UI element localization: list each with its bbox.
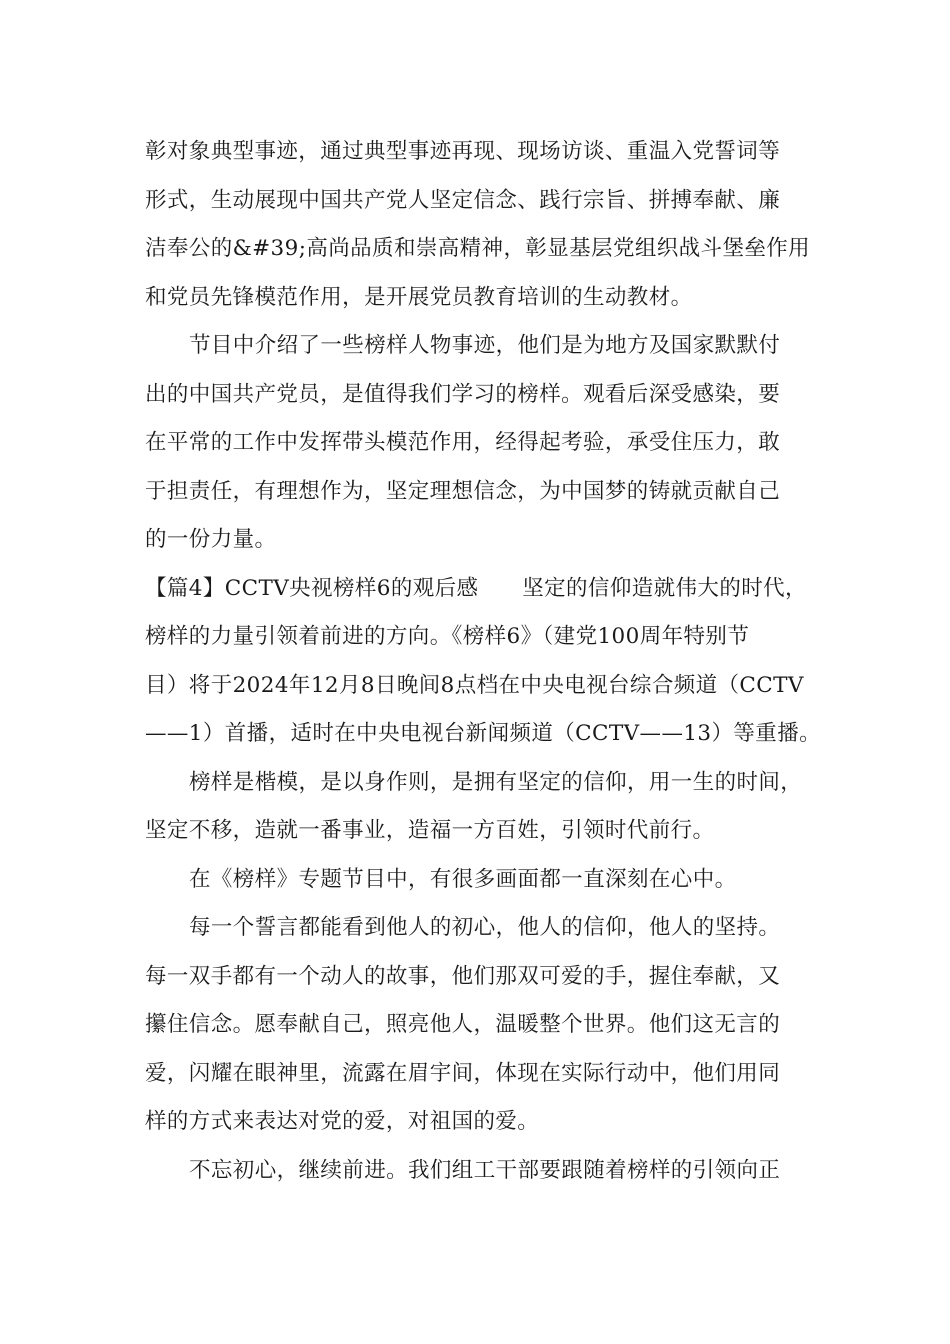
text-line: 和党员先锋模范作用，是开展党员教育培训的生动教材。	[145, 284, 693, 310]
text-lines	[145, 128, 822, 1195]
text-line: ——1）首播，适时在中央电视台新闻频道（CCTV——13）等重播。	[145, 721, 822, 746]
text-line: 样的方式来表达对党的爱，对祖国的爱。	[145, 1109, 540, 1134]
text-line: 出的中国共产党员，是值得我们学习的榜样。观看后深受感染，要	[145, 381, 781, 407]
text-line: 洁奉公的&#39;高尚品质和崇高精神，彰显基层党组织战斗堡垒作用	[145, 236, 811, 261]
text-line: 于担责任，有理想作为，坚定理想信念，为中国梦的铸就贡献自己	[145, 478, 781, 504]
text-line: 坚定不移，造就一番事业，造福一方百姓，引领时代前行。	[145, 818, 715, 843]
text-line: 攥住信念。愿奉献自己，照亮他人，温暖整个世界。他们这无言的	[145, 1012, 781, 1037]
text-line: 每一双手都有一个动人的故事，他们那双可爱的手，握住奉献，又	[145, 963, 781, 989]
text-line: 在平常的工作中发挥带头模范作用，经得起考验，承受住压力，敢	[145, 430, 781, 455]
text-line: 每一个誓言都能看到他人的初心，他人的信仰，他人的坚持。	[189, 915, 781, 940]
text-line: 不忘初心，继续前进。我们组工干部要跟随着榜样的引领向正	[189, 1157, 781, 1183]
text-line: 形式，生动展现中国共产党人坚定信念、践行宗旨、拼搏奉献、廉	[145, 187, 781, 213]
text-line: 的一份力量。	[145, 527, 277, 552]
text-line: 【篇4】CCTV央视榜样6的观后感 坚定的信仰造就伟大的时代，	[145, 575, 807, 601]
text-line: 目）将于2024年12月8日晚间8点档在中央电视台综合频道（CCTV	[145, 672, 804, 698]
text-line: 节目中介绍了一些榜样人物事迹，他们是为地方及国家默默付	[189, 333, 781, 358]
text-line: 榜样的力量引领着前进的方向。《榜样6》（建党100周年特别节	[145, 624, 750, 649]
text-line: 在《榜样》专题节目中，有很多画面都一直深刻在心中。	[189, 866, 737, 892]
text-line: 彰对象典型事迹，通过典型事迹再现、现场访谈、重温入党誓词等	[145, 139, 781, 164]
text-line: 爱，闪耀在眼神里，流露在眉宇间，体现在实际行动中，他们用同	[145, 1060, 781, 1086]
text-line: 榜样是楷模，是以身作则，是拥有坚定的信仰，用一生的时间，	[189, 769, 803, 795]
document-body	[145, 128, 822, 1195]
